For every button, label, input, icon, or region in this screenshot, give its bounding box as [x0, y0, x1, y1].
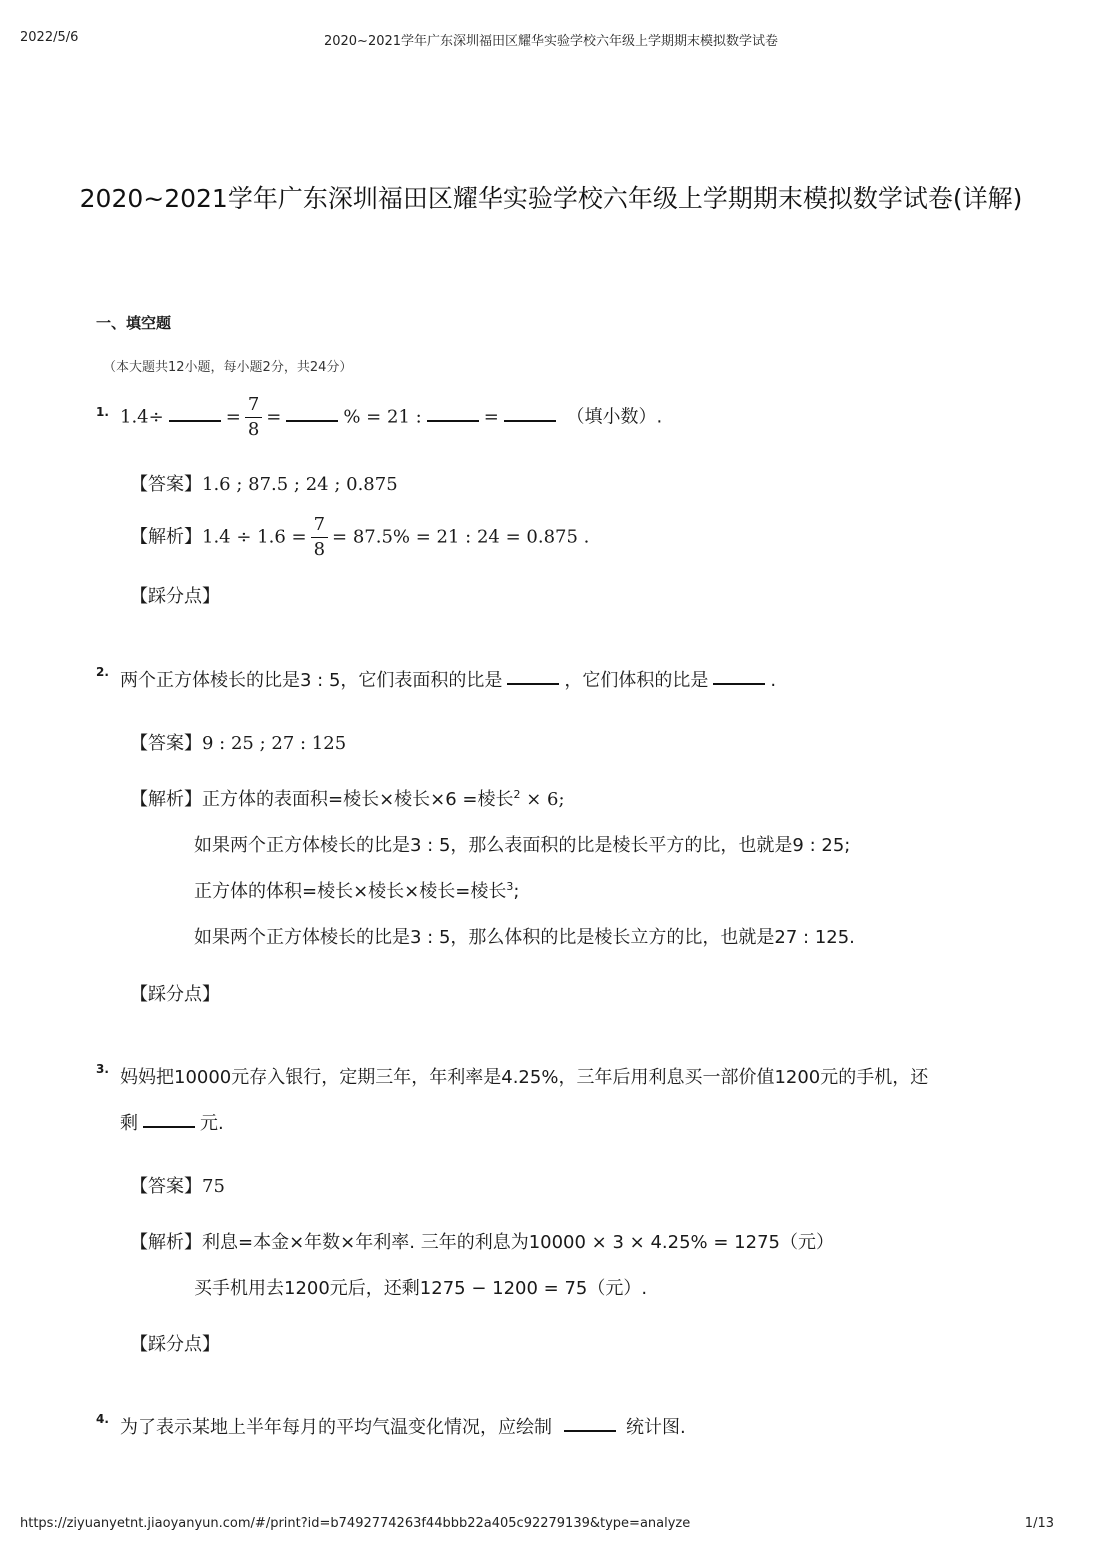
answer-row: 【答案】1.6 ; 87.5 ; 24 ; 0.875: [130, 474, 398, 495]
footer-url[interactable]: https://ziyuanyetnt.jiaoyanyun.com/#/print?id=b7492774263f44bbb22a405c92279139&type=analyze: [20, 1516, 691, 1531]
answer-blank: [713, 682, 765, 685]
question-3-line-1: 妈妈把10000元存入银行，定期三年，年利率是4.25%，三年后用利息买一部价值1200元的手机，还: [120, 1067, 929, 1088]
analysis-row: 【解析】正方体的表面积=棱长×棱长×6 =棱长$^2$ × 6;: [130, 788, 565, 810]
answer-blank: [507, 682, 559, 685]
scoring-points-row: 【踩分点】: [130, 586, 220, 607]
scoring-points-row: 【踩分点】: [130, 1334, 220, 1355]
header-doc-title: 2020~2021学年广东深圳福田区耀华实验学校六年级上学期期末模拟数学试卷: [323, 34, 779, 49]
analysis-line: 如果两个正方体棱长的比是3 : 5，那么体积的比是棱长立方的比，也就是27 : 125.: [194, 927, 855, 948]
answer-blank: [504, 419, 556, 422]
fraction: $\frac{7}{8}$: [311, 513, 328, 562]
answer-blank: [564, 1429, 616, 1432]
question-number: 3.: [96, 1062, 109, 1076]
scoring-points-row: 【踩分点】: [130, 984, 220, 1005]
answer-blank: [427, 419, 479, 422]
section-heading: 一、填空题: [96, 314, 172, 332]
page-number: 1/13: [1024, 1516, 1054, 1531]
analysis-line: 正方体的体积=棱长×棱长×棱长=棱长$^3$;: [194, 880, 520, 902]
answer-blank: [143, 1125, 195, 1128]
analysis-line: 如果两个正方体棱长的比是3 : 5，那么表面积的比是棱长平方的比，也就是9 : 25;: [194, 835, 851, 856]
answer-blank: [286, 419, 338, 422]
question-4: 为了表示某地上半年每月的平均气温变化情况，应绘制 统计图.: [120, 1417, 686, 1438]
analysis-row: 【解析】1.4 ÷ 1.6 = $\frac{7}{8}$ = 87.5% = 21 : 24 = 0.875 .: [130, 514, 590, 560]
analysis-row: 【解析】利息=本金×年数×年利率. 三年的利息为10000 × 3 × 4.25% = 1275（元）: [130, 1232, 834, 1253]
question-number: 4.: [96, 1412, 109, 1426]
question-2: 两个正方体棱长的比是3 : 5，它们表面积的比是 ，它们体积的比是 .: [120, 670, 777, 691]
fraction: $\frac{7}{8}$: [245, 393, 262, 442]
answer-row: 【答案】75: [130, 1176, 225, 1197]
analysis-line: 买手机用去1200元后，还剩1275 − 1200 = 75（元）.: [194, 1278, 648, 1299]
print-date: 2022/5/6: [20, 30, 79, 45]
page-title: 2020~2021学年广东深圳福田区耀华实验学校六年级上学期期末模拟数学试卷(详解): [79, 184, 1023, 213]
question-1: 1.4÷ = $\frac{7}{8}$ = % = 21 : = （填小数）.: [120, 394, 663, 440]
answer-row: 【答案】9 : 25 ; 27 : 125: [130, 733, 347, 754]
question-number: 1.: [96, 405, 109, 419]
answer-blank: [169, 419, 221, 422]
section-note: （本大题共12小题，每小题2分，共24分）: [103, 360, 353, 375]
question-3-line-2: 剩 元.: [120, 1113, 224, 1134]
question-number: 2.: [96, 665, 109, 679]
